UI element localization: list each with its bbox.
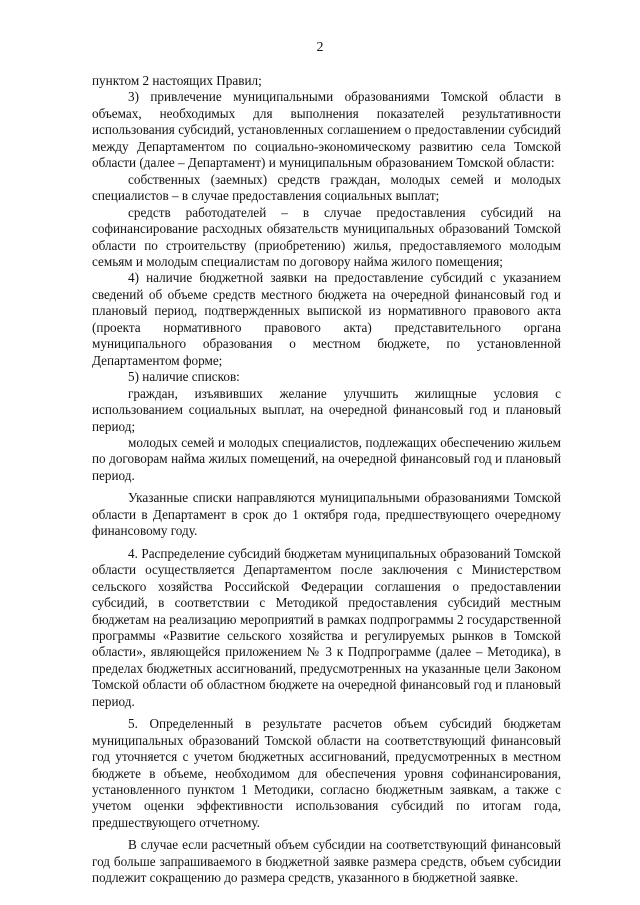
paragraph: Указанные списки направляются муниципальными образованиями Томской области в Департамент в срок до 1 октября года, предшествующего очередному финансовому году. — [92, 490, 561, 539]
paragraph: В случае если расчетный объем субсидии на соответствующий финансовый год больше запрашиваемого в бюджетной заявке размера средств, объем субсидии подлежит сокращению до размера средств, указанного в бюджетной заявке. — [92, 837, 561, 886]
paragraph: 3) привлечение муниципальными образованиями Томской области в объемах, необходимых для выполнения показателей результативности использования субсидий, установленных соглашением о предоставлении субсидий между Департаментом по социально-экономическому развитию села Томской области (далее – Департамент) и муниципальным образованием Томской области: — [92, 89, 561, 171]
paragraph: граждан, изъявивших желание улучшить жилищные условия с использованием социальных выплат, на очередной финансовый год и плановый период; — [92, 385, 561, 434]
paragraph: 5) наличие списков: — [128, 369, 240, 385]
paragraph: 4) наличие бюджетной заявки на предоставление субсидий с указанием сведений об объеме средств местного бюджета на очередной финансовый год и плановый период, подтвержденных выпиской из нормативного правового акта (проекта нормативного правового акта) представительного органа муниципального образования о местном бюджете, по установленной Департаментом форме; — [92, 270, 561, 368]
paragraph: собственных (заемных) средств граждан, молодых семей и молодых специалистов – в случае предоставления социальных выплат; — [92, 171, 561, 204]
paragraph: 5. Определенный в результате расчетов объем субсидий бюджетам муниципальных образований Томской области на соответствующий финансовый год уточняется с учетом бюджетных ассигнований, предусмотренных в местном бюджете в объеме, необходимом для обеспечения уровня софинансирования, установленного пунктом 1 Методики, согласно бюджетным заявкам, а также с учетом оценки эффективности использования субсидий по итогам года, предшествующего отчетному. — [92, 716, 561, 830]
page-number: 2 — [316, 40, 324, 55]
paragraph: средств работодателей – в случае предоставления субсидий на софинансирование расходных обязательств муниципальных образований Томской области по строительству (приобретению) жилья, предоставляемого молодым семьям и молодым специалистам по договору найма жилого помещения; — [92, 204, 561, 269]
paragraph: молодых семей и молодых специалистов, подлежащих обеспечению жильем по договорам найма жилых помещений, на очередной финансовый год и плановый период. — [92, 434, 561, 483]
document-body — [92, 73, 561, 887]
paragraph: пунктом 2 настоящих Правил; — [92, 73, 262, 88]
paragraph: 4. Распределение субсидий бюджетам муниципальных образований Томской области осуществляется Департаментом после заключения с Министерством сельского хозяйства Российской Федерации соглашения о предоставлении субсидий, в соответствии с Методикой предоставления субсидий местным бюджетам на реализацию мероприятий в рамках подпрограммы 2 государственной программы «Развитие сельского хозяйства и регулируемых рынков в Томской области», являющейся приложением № 3 к Подпрограмме (далее – Методика), в пределах бюджетных ассигнований, предусмотренных на указанные цели Законом Томской области об областном бюджете на очередной финансовый год и плановый период. — [92, 545, 561, 709]
